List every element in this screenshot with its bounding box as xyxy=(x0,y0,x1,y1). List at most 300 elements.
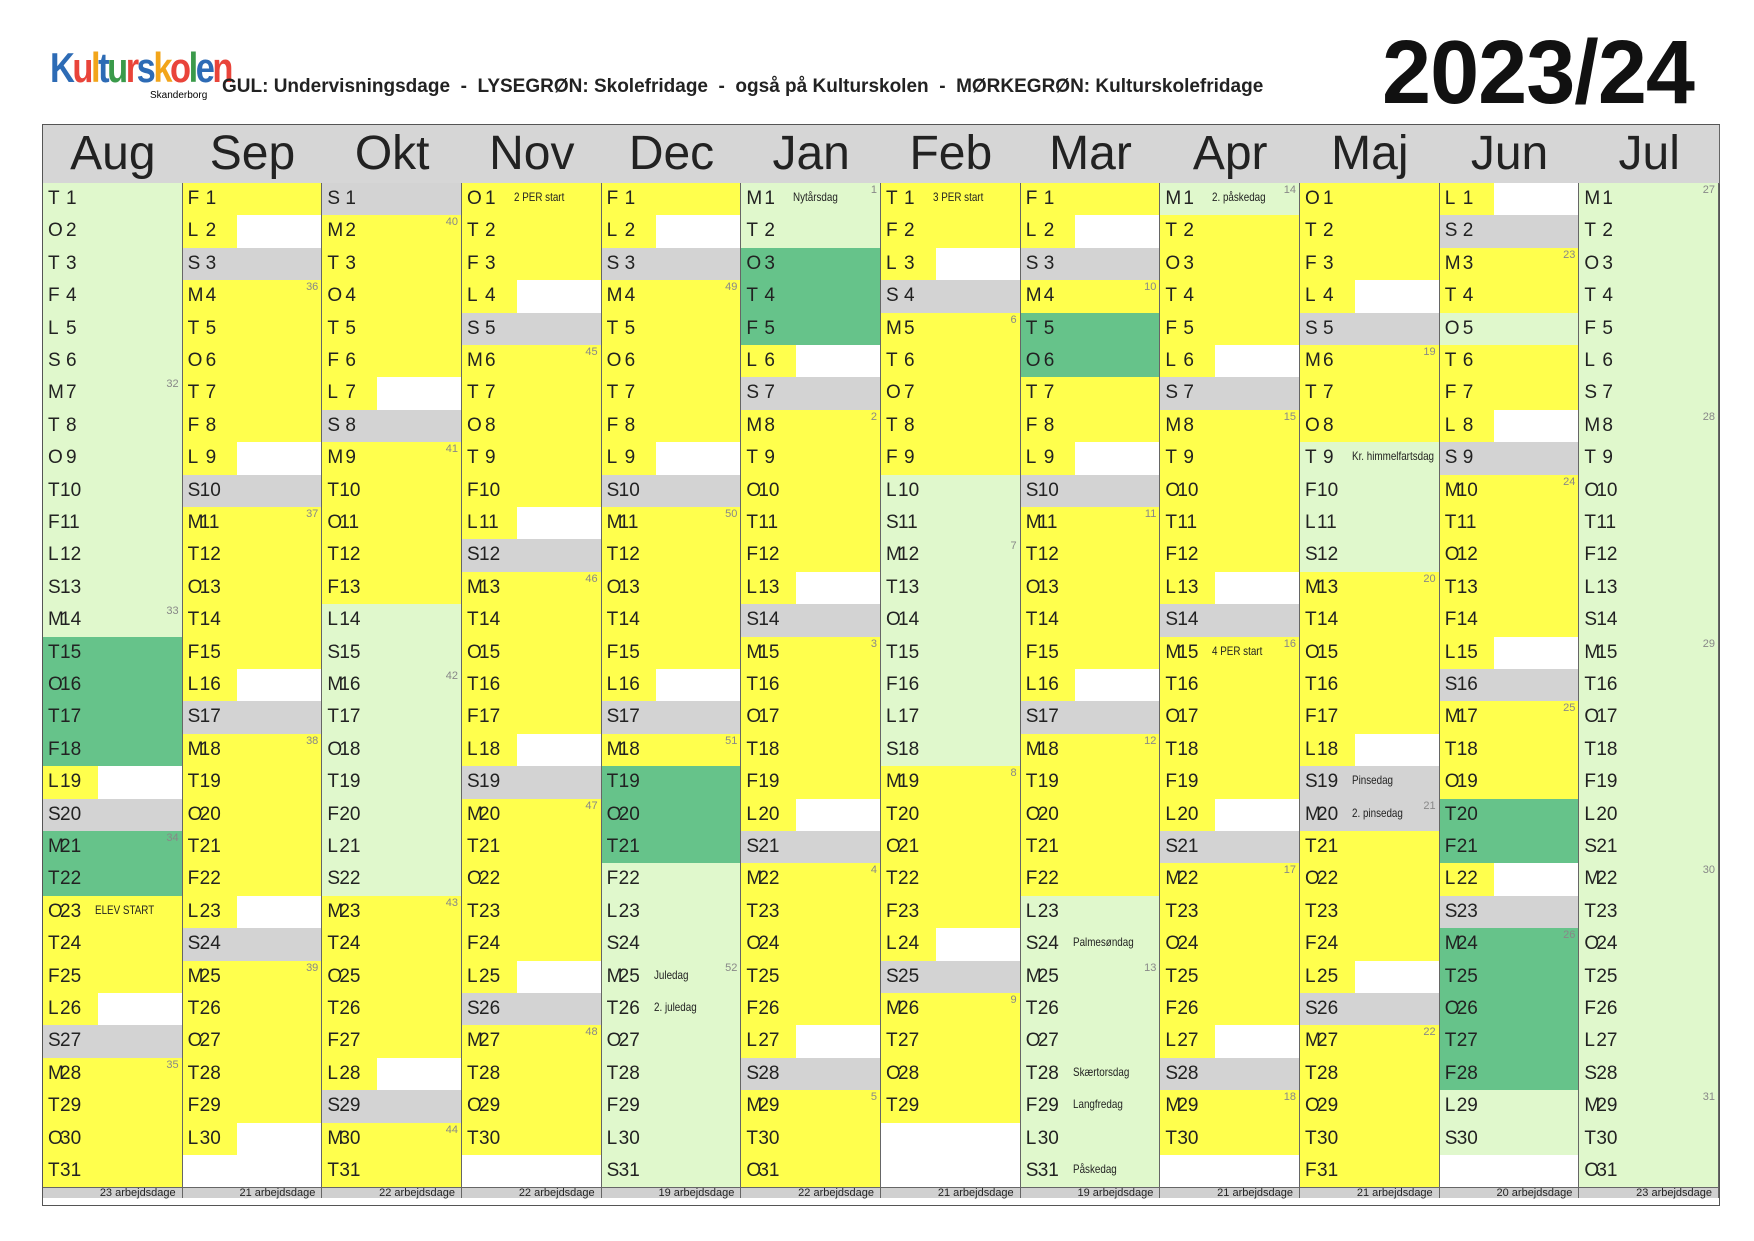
weekday-letter: M xyxy=(746,414,763,436)
weekday-letter: T xyxy=(1444,350,1457,371)
month-column-jan xyxy=(741,125,881,1205)
day-cell xyxy=(881,345,1021,378)
day-note: Pinsedag xyxy=(1352,773,1394,788)
weekday-letter: M xyxy=(1025,738,1042,760)
day-number: 24 xyxy=(1456,933,1478,955)
day-cell xyxy=(602,896,742,929)
weekday-letter: S xyxy=(1305,317,1318,339)
day-cell xyxy=(602,442,742,475)
weekday-letter: F xyxy=(327,350,339,371)
day-number: 14 xyxy=(1596,609,1618,631)
weekday-letter: T xyxy=(746,1127,758,1149)
day-number: 1 xyxy=(904,188,915,209)
day-cell xyxy=(1579,637,1719,670)
day-cell xyxy=(43,183,183,216)
day-cell xyxy=(1021,1058,1161,1091)
day-cell xyxy=(1021,961,1161,994)
saturday-blank xyxy=(656,215,740,247)
weekday-letter: S xyxy=(1444,674,1458,695)
weekday-letter: M xyxy=(1584,641,1601,663)
weekday-letter: L xyxy=(1025,447,1037,469)
day-number: 15 xyxy=(479,641,501,663)
day-number: 5 xyxy=(1043,317,1055,339)
day-cell xyxy=(881,961,1021,994)
day-number: 8 xyxy=(1183,414,1194,436)
week-number: 19 xyxy=(1423,346,1436,358)
day-cell xyxy=(741,507,881,540)
weekday-letter: F xyxy=(606,188,619,209)
saturday-blank xyxy=(237,896,321,928)
day-number: 20 xyxy=(199,803,221,825)
day-number: 27 xyxy=(1317,1030,1339,1052)
weekday-letter: T xyxy=(48,868,60,890)
day-number: 30 xyxy=(199,1127,221,1149)
day-number: 27 xyxy=(1596,1030,1618,1052)
day-number: 12 xyxy=(1456,544,1478,566)
day-cell xyxy=(602,1025,742,1058)
day-number: 23 xyxy=(1177,900,1199,922)
day-cell xyxy=(1160,766,1300,799)
week-number: 36 xyxy=(306,281,319,294)
day-number: 11 xyxy=(898,512,918,533)
day-number: 9 xyxy=(1043,447,1055,469)
day-number: 21 xyxy=(339,836,361,857)
day-number: 10 xyxy=(618,479,640,501)
day-cell xyxy=(741,1090,881,1123)
day-cell xyxy=(1021,863,1161,896)
day-number: 20 xyxy=(60,803,82,825)
month-column-maj xyxy=(1300,125,1440,1205)
day-number: 15 xyxy=(618,641,640,663)
day-number: 1 xyxy=(345,188,356,209)
day-number: 16 xyxy=(1317,674,1339,695)
day-number: 8 xyxy=(1602,414,1613,436)
day-number: 20 xyxy=(898,803,920,825)
weekday-letter: S xyxy=(327,641,341,663)
weekday-letter: S xyxy=(467,544,480,566)
weekday-letter: M xyxy=(187,512,204,533)
day-cell xyxy=(1579,1025,1719,1058)
workdays-footer: 23 arbejdsdage xyxy=(1579,1188,1719,1198)
day-number: 14 xyxy=(1317,609,1339,631)
day-number: 31 xyxy=(60,1160,82,1181)
day-number: 11 xyxy=(479,512,499,533)
day-cell xyxy=(1160,215,1300,248)
day-cell xyxy=(1440,572,1580,605)
weekday-letter: O xyxy=(1025,576,1041,598)
day-number: 17 xyxy=(898,706,920,728)
weekday-letter: T xyxy=(327,933,339,955)
day-cell xyxy=(1160,507,1300,540)
day-cell xyxy=(462,215,602,248)
day-number: 18 xyxy=(60,738,82,760)
month-header: Jan xyxy=(741,125,882,184)
day-number: 21 xyxy=(758,836,780,857)
day-number: 11 xyxy=(1456,512,1477,533)
day-cell xyxy=(1021,637,1161,670)
day-number: 8 xyxy=(1043,414,1055,436)
day-number: 19 xyxy=(339,771,361,793)
day-cell xyxy=(462,345,602,378)
weekday-letter: T xyxy=(1584,1127,1596,1149)
weekday-letter: S xyxy=(327,188,341,209)
day-number: 3 xyxy=(624,252,636,274)
weekday-letter: O xyxy=(1305,1095,1320,1117)
day-cell xyxy=(881,313,1021,346)
day-cell xyxy=(602,669,742,702)
day-number: 12 xyxy=(898,544,920,566)
day-cell xyxy=(602,637,742,670)
month-column-jul xyxy=(1579,125,1719,1205)
day-cell xyxy=(1300,280,1440,313)
day-cell xyxy=(322,993,462,1026)
day-cell xyxy=(462,928,602,961)
day-cell xyxy=(602,604,742,637)
workdays-footer: 21 arbejdsdage xyxy=(881,1188,1021,1198)
day-cell xyxy=(1579,280,1719,313)
saturday-blank xyxy=(656,442,740,474)
day-cell xyxy=(183,377,323,410)
day-cell xyxy=(1579,766,1719,799)
day-number: 23 xyxy=(618,900,640,922)
day-number: 20 xyxy=(339,803,361,825)
day-number: 29 xyxy=(1037,1095,1059,1117)
day-number: 6 xyxy=(1602,350,1613,371)
weekday-letter: T xyxy=(1444,285,1457,307)
weekday-letter: M xyxy=(1305,803,1321,825)
weekday-letter: O xyxy=(187,1030,203,1052)
day-number: 22 xyxy=(339,868,361,890)
weekday-letter: M xyxy=(467,1030,483,1052)
saturday-blank xyxy=(1494,410,1578,442)
weekday-letter: O xyxy=(606,350,622,371)
day-number: 16 xyxy=(199,674,221,695)
weekday-letter: L xyxy=(1444,1095,1456,1117)
weekday-letter: M xyxy=(746,188,763,209)
week-number: 17 xyxy=(1283,864,1297,877)
day-number: 9 xyxy=(205,447,217,469)
weekday-letter: T xyxy=(48,1160,60,1181)
weekday-letter: T xyxy=(187,771,200,793)
day-cell xyxy=(602,475,742,508)
day-cell xyxy=(183,766,323,799)
weekday-letter: S xyxy=(606,1160,620,1181)
day-cell xyxy=(741,896,881,929)
weekday-letter: S xyxy=(1165,609,1179,631)
weekday-letter: O xyxy=(606,1030,622,1052)
weekday-letter: T xyxy=(606,1062,619,1084)
day-number: 4 xyxy=(764,285,775,307)
day-cell xyxy=(881,410,1021,443)
weekday-letter: F xyxy=(746,771,758,793)
day-cell xyxy=(322,831,462,864)
day-number: 4 xyxy=(1043,285,1055,307)
day-number: 7 xyxy=(1462,382,1474,404)
weekday-letter: F xyxy=(1444,382,1457,404)
week-number: 18 xyxy=(1283,1091,1297,1104)
day-number: 7 xyxy=(624,382,636,404)
weekday-letter: O xyxy=(467,188,482,209)
weekday-letter: F xyxy=(606,414,619,436)
weekday-letter: S xyxy=(1165,382,1179,404)
day-number: 1 xyxy=(205,188,217,209)
week-number: 7 xyxy=(1010,540,1017,553)
day-number: 2 xyxy=(345,220,356,242)
day-number: 24 xyxy=(479,933,501,955)
day-number: 18 xyxy=(758,738,780,760)
day-cell xyxy=(462,993,602,1026)
day-number: 29 xyxy=(618,1095,640,1117)
weekday-letter: T xyxy=(187,836,200,857)
saturday-blank xyxy=(796,345,880,377)
weekday-letter: S xyxy=(1025,706,1039,728)
weekday-letter: F xyxy=(1584,317,1596,339)
week-number: 11 xyxy=(1144,508,1157,520)
weekday-letter: M xyxy=(1025,512,1042,533)
weekday-letter: L xyxy=(1584,1030,1595,1052)
day-cell xyxy=(1579,475,1719,508)
day-cell xyxy=(1160,1123,1300,1156)
day-number: 10 xyxy=(898,479,920,501)
day-number: 24 xyxy=(339,933,361,955)
day-cell xyxy=(322,766,462,799)
day-number: 13 xyxy=(339,576,361,598)
day-cell xyxy=(322,734,462,767)
day-cell xyxy=(1579,377,1719,410)
day-cell xyxy=(462,539,602,572)
weekday-letter: M xyxy=(1165,1095,1182,1117)
weekday-letter: S xyxy=(746,382,760,404)
weekday-letter: L xyxy=(886,252,897,274)
day-cell xyxy=(1440,831,1580,864)
day-number: 21 xyxy=(479,836,501,857)
saturday-blank xyxy=(1494,863,1578,895)
weekday-letter: T xyxy=(1305,220,1317,242)
weekday-letter: M xyxy=(467,350,483,371)
day-number: 23 xyxy=(199,900,221,922)
weekday-letter: L xyxy=(1444,868,1456,890)
day-cell xyxy=(43,507,183,540)
day-number: 30 xyxy=(618,1127,640,1149)
day-cell xyxy=(1160,993,1300,1026)
day-number: 7 xyxy=(205,382,217,404)
day-number: 12 xyxy=(199,544,221,566)
day-number: 11 xyxy=(1037,512,1058,533)
day-cell xyxy=(881,766,1021,799)
day-number: 17 xyxy=(199,706,221,728)
day-cell xyxy=(1579,442,1719,475)
saturday-blank xyxy=(1215,1025,1299,1057)
day-cell xyxy=(462,1123,602,1156)
weekday-letter: T xyxy=(606,544,619,566)
day-cell xyxy=(602,572,742,605)
weekday-letter: T xyxy=(48,1095,60,1117)
day-cell xyxy=(43,377,183,410)
day-number: 17 xyxy=(1596,706,1618,728)
day-cell xyxy=(1021,572,1161,605)
day-number: 31 xyxy=(758,1160,780,1181)
day-cell xyxy=(1579,313,1719,346)
weekday-letter: O xyxy=(1305,868,1320,890)
weekday-letter: T xyxy=(746,900,758,922)
weekday-letter: L xyxy=(886,706,897,728)
day-number: 12 xyxy=(618,544,640,566)
day-number: 21 xyxy=(1037,836,1059,857)
school-year-title: 2023/24 xyxy=(1382,23,1694,123)
weekday-letter: T xyxy=(1305,1062,1317,1084)
weekday-letter: T xyxy=(746,220,758,242)
day-number: 6 xyxy=(1323,350,1334,371)
weekday-letter: L xyxy=(1025,220,1037,242)
weekday-letter: S xyxy=(606,479,620,501)
day-number: 7 xyxy=(764,382,775,404)
weekday-letter: T xyxy=(1305,382,1317,404)
day-number: 16 xyxy=(898,674,920,695)
weekday-letter: T xyxy=(1444,803,1457,825)
weekday-letter: M xyxy=(1584,188,1601,209)
day-number: 7 xyxy=(345,382,356,404)
day-number: 8 xyxy=(485,414,496,436)
week-number: 20 xyxy=(1423,572,1436,585)
day-number: 13 xyxy=(758,576,780,598)
weekday-letter: M xyxy=(48,1062,64,1084)
weekday-letter: L xyxy=(48,771,59,793)
day-cell xyxy=(1160,961,1300,994)
day-number: 19 xyxy=(618,771,640,793)
day-cell xyxy=(183,280,323,313)
weekday-letter: F xyxy=(1165,998,1177,1019)
month-header: Jun xyxy=(1440,125,1581,184)
day-number: 1 xyxy=(66,188,77,209)
weekday-letter: T xyxy=(1025,836,1038,857)
empty-day-cell xyxy=(1440,1155,1580,1188)
day-cell xyxy=(183,507,323,540)
day-cell xyxy=(183,475,323,508)
day-number: 19 xyxy=(1456,771,1478,793)
weekday-letter: S xyxy=(1165,836,1179,857)
weekday-letter: L xyxy=(1584,803,1595,825)
week-number: 8 xyxy=(1010,767,1017,780)
day-number: 25 xyxy=(758,965,780,987)
weekday-letter: T xyxy=(467,674,479,695)
day-number: 17 xyxy=(1037,706,1059,728)
day-cell xyxy=(1440,410,1580,443)
day-number: 4 xyxy=(1462,285,1474,307)
day-number: 25 xyxy=(1317,965,1339,987)
weekday-letter: M xyxy=(1444,479,1461,501)
weekday-letter: L xyxy=(187,900,199,922)
day-number: 25 xyxy=(1456,965,1478,987)
weekday-letter: O xyxy=(606,803,622,825)
day-cell xyxy=(1021,280,1161,313)
day-number: 30 xyxy=(60,1127,82,1149)
saturday-blank xyxy=(377,1058,461,1090)
day-number: 29 xyxy=(60,1095,82,1117)
day-number: 9 xyxy=(624,447,636,469)
weekday-letter: T xyxy=(1584,674,1596,695)
weekday-letter: T xyxy=(327,479,339,501)
week-number: 13 xyxy=(1144,961,1157,974)
day-note: Påskedag xyxy=(1072,1162,1117,1176)
day-cell xyxy=(462,961,602,994)
saturday-blank xyxy=(237,442,321,474)
day-number: 26 xyxy=(479,998,501,1019)
saturday-blank xyxy=(1355,961,1439,993)
weekday-letter: S xyxy=(746,1062,760,1084)
day-number: 19 xyxy=(479,771,501,793)
weekday-letter: T xyxy=(886,803,898,825)
day-number: 20 xyxy=(479,803,501,825)
weekday-letter: F xyxy=(746,544,758,566)
weekday-letter: S xyxy=(1584,836,1598,857)
day-number: 27 xyxy=(1456,1030,1478,1052)
day-cell xyxy=(1440,1025,1580,1058)
day-number: 25 xyxy=(339,965,361,987)
day-cell xyxy=(602,183,742,216)
day-number: 2 xyxy=(205,220,217,242)
weekday-letter: T xyxy=(467,1127,479,1149)
day-cell xyxy=(43,280,183,313)
day-number: 23 xyxy=(339,900,361,922)
week-number: 48 xyxy=(585,1026,598,1039)
day-cell xyxy=(183,539,323,572)
day-number: 23 xyxy=(1037,900,1059,922)
weekday-letter: S xyxy=(1025,1160,1039,1181)
day-cell xyxy=(741,1123,881,1156)
day-number: 5 xyxy=(764,317,775,339)
weekday-letter: S xyxy=(886,285,899,307)
weekday-letter: T xyxy=(327,998,339,1019)
day-cell xyxy=(1160,669,1300,702)
month-column-aug xyxy=(43,125,183,1205)
day-number: 27 xyxy=(60,1030,82,1052)
day-cell xyxy=(462,1025,602,1058)
day-cell xyxy=(1300,604,1440,637)
day-number: 15 xyxy=(1177,641,1199,663)
day-number: 6 xyxy=(764,350,775,371)
day-number: 15 xyxy=(1456,641,1478,663)
day-cell xyxy=(322,183,462,216)
day-cell xyxy=(1440,766,1580,799)
day-cell xyxy=(322,248,462,281)
weekday-letter: T xyxy=(467,1062,479,1084)
saturday-blank xyxy=(1075,442,1159,474)
day-note: Palmesøndag xyxy=(1072,935,1134,950)
day-cell xyxy=(1579,1155,1719,1188)
day-cell xyxy=(1160,345,1300,378)
weekday-letter: S xyxy=(1025,252,1039,274)
weekday-letter: L xyxy=(187,447,199,469)
weekday-letter: T xyxy=(1305,836,1317,857)
weekday-letter: F xyxy=(886,674,898,695)
day-cell xyxy=(741,248,881,281)
day-cell xyxy=(741,215,881,248)
day-number: 5 xyxy=(345,317,356,339)
saturday-blank xyxy=(1355,280,1439,312)
day-number: 14 xyxy=(199,609,221,631)
saturday-blank xyxy=(517,961,601,993)
weekday-letter: S xyxy=(1444,900,1458,922)
day-number: 1 xyxy=(1602,188,1613,209)
weekday-letter: L xyxy=(1305,738,1316,760)
day-cell xyxy=(602,377,742,410)
weekday-letter: T xyxy=(1165,285,1177,307)
weekday-letter: S xyxy=(1305,998,1318,1019)
weekday-letter: F xyxy=(606,1095,619,1117)
weekday-letter: O xyxy=(187,350,203,371)
day-cell xyxy=(462,410,602,443)
week-number: 51 xyxy=(725,734,738,747)
